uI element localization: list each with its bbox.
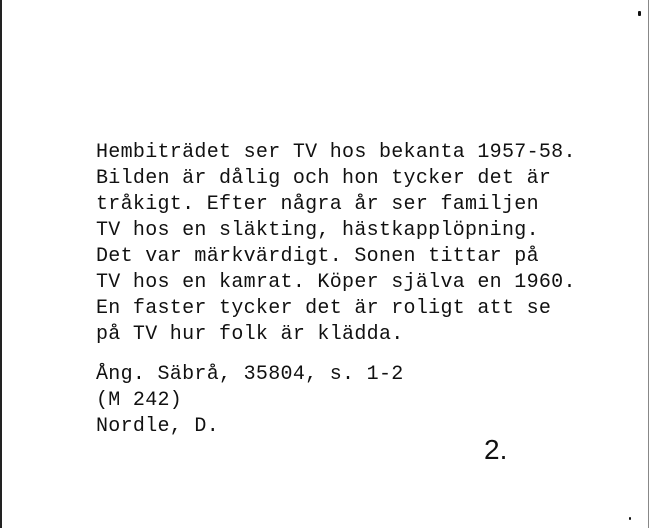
ink-speck xyxy=(638,11,641,16)
source-reference: Ång. Säbrå, 35804, s. 1-2 xyxy=(96,363,404,386)
summary-line: En faster tycker det är roligt att se xyxy=(96,297,552,320)
handwritten-page-number: 2. xyxy=(484,434,508,465)
summary-text xyxy=(96,140,576,348)
author-name: Nordle, D. xyxy=(96,415,220,438)
summary-line: Hembiträdet ser TV hos bekanta 1957-58. xyxy=(96,141,576,164)
summary-line: tråkigt. Efter några år ser familjen xyxy=(96,193,539,216)
card-right-edge xyxy=(648,0,649,528)
summary-line: TV hos en släkting, hästkapplöpning. xyxy=(96,219,539,242)
summary-line: Det var märkvärdigt. Sonen tittar på xyxy=(96,245,539,268)
summary-line: på TV hur folk är klädda. xyxy=(96,323,404,346)
summary-line: Bilden är dålig och hon tycker det är xyxy=(96,167,552,190)
summary-line: TV hos en kamrat. Köper själva en 1960. xyxy=(96,271,576,294)
record-id: (M 242) xyxy=(96,389,183,412)
ink-speck xyxy=(629,517,631,520)
card-left-edge xyxy=(0,0,2,528)
